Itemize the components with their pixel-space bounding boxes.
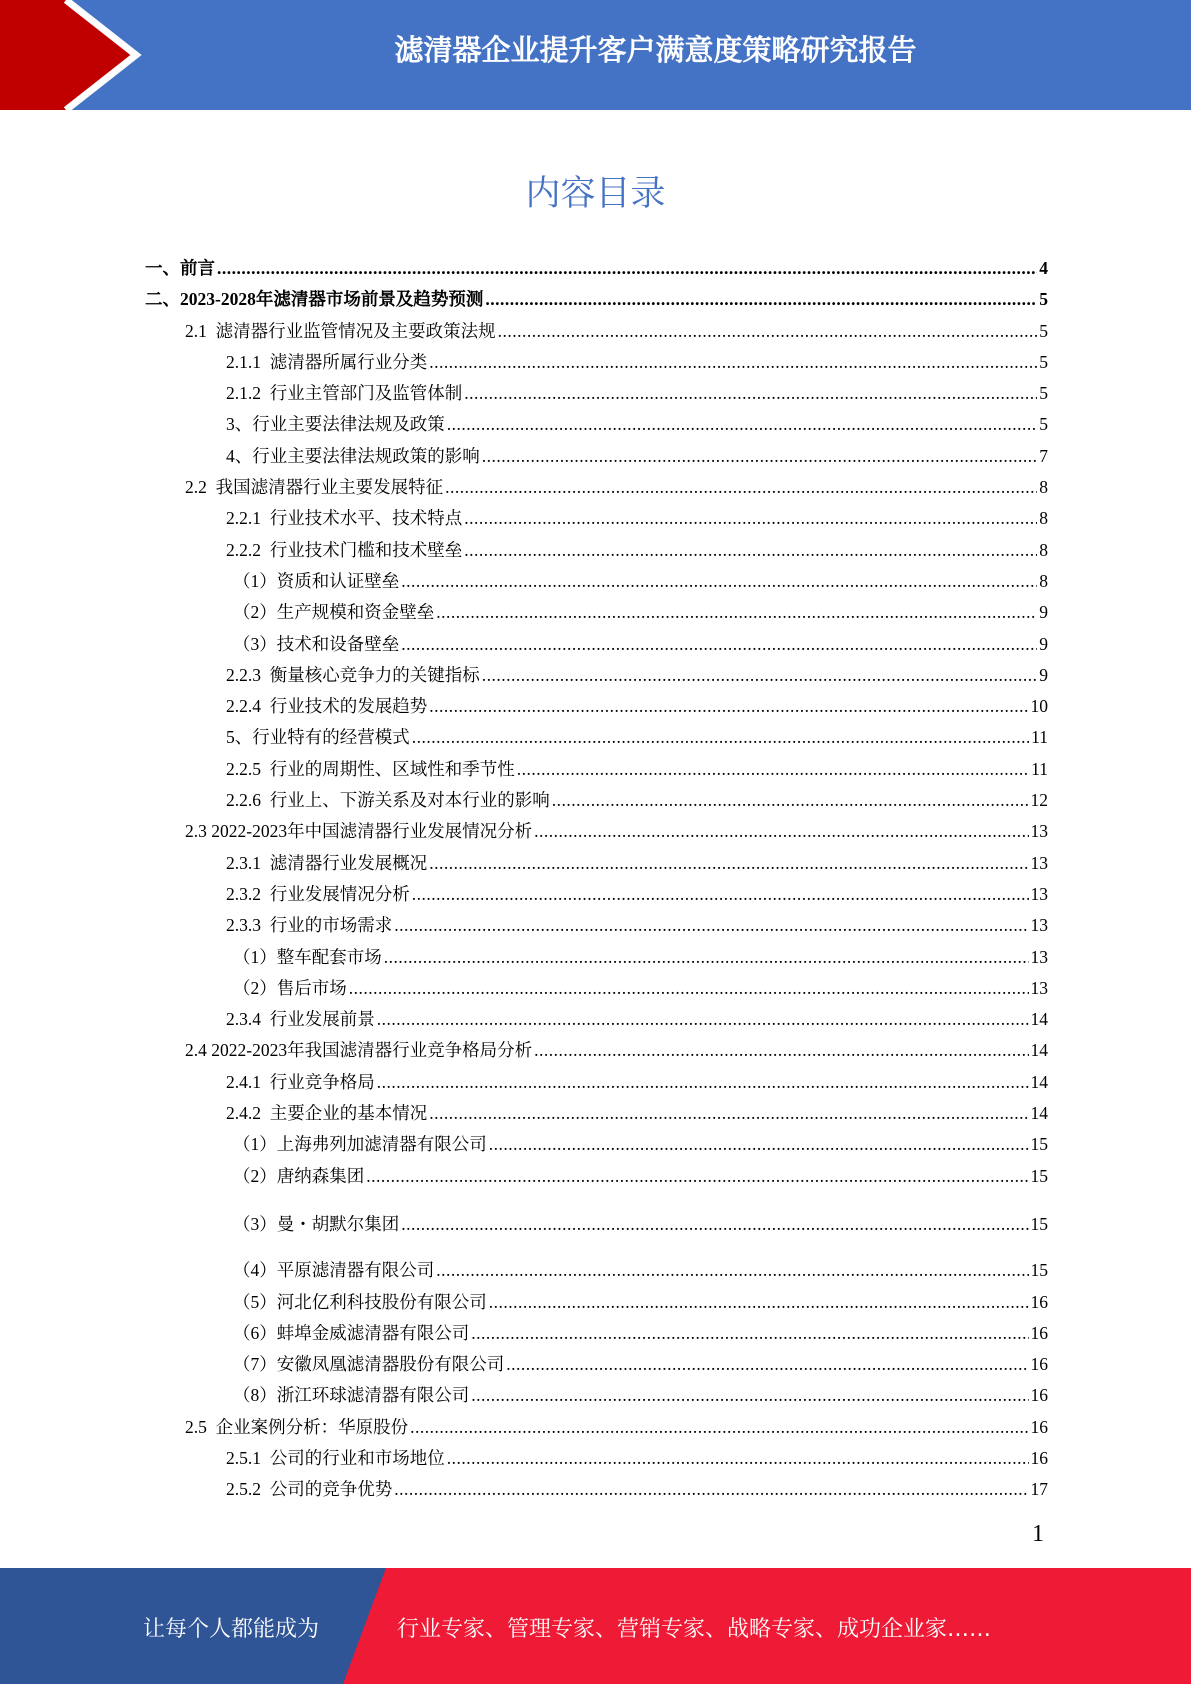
toc-entry[interactable] <box>145 1255 1048 1286</box>
dot-leader <box>429 691 1028 722</box>
toc-entry-label: 3、行业主要法律法规及政策 <box>226 414 445 435</box>
toc-entry[interactable] <box>145 1349 1048 1380</box>
toc-entry-label: 2.4 2022-2023年我国滤清器行业竞争格局分析 <box>185 1040 533 1061</box>
footer-slogan-left: 让每个人都能成为 <box>143 1617 320 1642</box>
toc-entry-page: 17 <box>1030 1479 1048 1500</box>
toc-entry-page: 8 <box>1039 477 1048 498</box>
toc-entry-label: 5、行业特有的经营模式 <box>226 727 410 748</box>
toc-entry-label: 2.5.1 公司的行业和市场地位 <box>226 1447 445 1468</box>
toc-entry[interactable] <box>145 1129 1048 1160</box>
footer-slogan-right: 行业专家、管理专家、营销专家、战略专家、成功企业家…… <box>397 1617 992 1642</box>
toc-entry[interactable] <box>145 472 1048 503</box>
toc-entry-label: （1）整车配套市场 <box>233 946 382 967</box>
dot-leader <box>217 253 1037 284</box>
toc-entry[interactable] <box>145 942 1048 973</box>
toc-entry-label: 2.4.2 主要企业的基本情况 <box>226 1103 428 1124</box>
toc-entry-page: 12 <box>1030 790 1048 811</box>
dot-leader <box>464 535 1037 566</box>
toc-entry-page: 16 <box>1030 1447 1048 1468</box>
toc-entry-label: 4、行业主要法律法规政策的影响 <box>226 445 480 466</box>
dot-leader <box>498 316 1038 347</box>
dot-leader <box>534 816 1028 847</box>
dot-leader <box>489 1129 1029 1160</box>
toc-entry[interactable] <box>145 816 1048 847</box>
toc-entry-page: 15 <box>1030 1260 1048 1281</box>
dot-leader <box>464 503 1037 534</box>
toc-entry[interactable] <box>145 1035 1048 1066</box>
dot-leader <box>485 284 1037 315</box>
dot-leader <box>401 566 1037 597</box>
toc-entry-label: 2.1.1 滤清器所属行业分类 <box>226 351 428 372</box>
toc-entry[interactable] <box>145 691 1048 722</box>
toc-entry-page: 16 <box>1030 1385 1048 1406</box>
page-footer <box>0 1568 1191 1684</box>
page-header <box>0 0 1191 110</box>
toc-entry-label: 2.5 企业案例分析：华原股份 <box>185 1416 409 1437</box>
toc-entry-label: （5）河北亿利科技股份有限公司 <box>233 1291 487 1312</box>
toc-entry-label: 2.4.1 行业竞争格局 <box>226 1071 375 1092</box>
toc-entry[interactable] <box>145 1161 1048 1192</box>
toc-entry-label: （2）唐纳森集团 <box>233 1165 365 1186</box>
toc-entry-label: （2）生产规模和资金壁垒 <box>233 602 435 623</box>
dot-leader <box>482 441 1038 472</box>
toc-entry-label: （3）曼・胡默尔集团 <box>233 1213 400 1234</box>
toc-entry-label: 2.1 滤清器行业监管情况及主要政策法规 <box>185 320 496 341</box>
toc-entry[interactable] <box>145 1443 1048 1474</box>
toc-entry-page: 7 <box>1039 445 1048 466</box>
toc-entry-label: 2.2.6 行业上、下游关系及对本行业的影响 <box>226 790 550 811</box>
toc-entry[interactable] <box>145 1067 1048 1098</box>
dot-leader <box>471 1380 1028 1411</box>
toc-entry-page: 16 <box>1030 1416 1048 1437</box>
toc-entry-page: 14 <box>1030 1103 1048 1124</box>
toc-entry-page: 15 <box>1030 1134 1048 1155</box>
toc-entry-label: 2.2.3 衡量核心竞争力的关键指标 <box>226 664 480 685</box>
toc-entry-label: （7）安徽凤凰滤清器股份有限公司 <box>233 1354 505 1375</box>
toc-entry[interactable] <box>145 253 1048 284</box>
toc-entry-page: 13 <box>1030 977 1048 998</box>
dot-leader <box>517 754 1029 785</box>
dot-leader <box>464 378 1037 409</box>
toc-entry[interactable] <box>145 441 1048 472</box>
toc-entry-page: 5 <box>1039 351 1048 372</box>
page-number: 1 <box>1032 1521 1044 1547</box>
toc-entry-label: 2.2.4 行业技术的发展趋势 <box>226 696 428 717</box>
toc-entry-label: 2.2 我国滤清器行业主要发展特征 <box>185 477 444 498</box>
dot-leader <box>377 1067 1029 1098</box>
dot-leader <box>447 409 1038 440</box>
toc-entry-page: 5 <box>1039 414 1048 435</box>
toc-entry-page: 5 <box>1039 383 1048 404</box>
toc-entry-page: 16 <box>1030 1291 1048 1312</box>
toc-entry-page: 15 <box>1030 1213 1048 1234</box>
toc-entry-page: 13 <box>1030 821 1048 842</box>
toc-entry-label: 二、2023-2028年滤清器市场前景及趋势预测 <box>145 289 484 310</box>
toc-entry[interactable] <box>145 722 1048 753</box>
toc-entry[interactable] <box>145 785 1048 816</box>
toc-entry-label: （3）技术和设备壁垒 <box>233 633 400 654</box>
toc-entry[interactable] <box>145 973 1048 1004</box>
dot-leader <box>410 1412 1028 1443</box>
dot-leader <box>489 1287 1029 1318</box>
toc-entry-page: 9 <box>1039 633 1048 654</box>
toc-entry-page: 5 <box>1039 289 1048 310</box>
toc-entry[interactable] <box>145 503 1048 534</box>
dot-leader <box>377 1004 1029 1035</box>
toc-entry-page: 8 <box>1039 539 1048 560</box>
dot-leader <box>394 910 1028 941</box>
toc-entry-page: 5 <box>1039 320 1048 341</box>
dot-leader <box>506 1349 1028 1380</box>
toc-entry[interactable] <box>145 1474 1048 1505</box>
toc-entry[interactable] <box>145 284 1048 315</box>
toc-entry[interactable] <box>145 347 1048 378</box>
toc-entry-label: 2.3.4 行业发展前景 <box>226 1009 375 1030</box>
toc-entry-page: 13 <box>1030 852 1048 873</box>
toc-entry-page: 8 <box>1039 570 1048 591</box>
toc-entry-page: 16 <box>1030 1354 1048 1375</box>
dot-leader <box>534 1035 1028 1066</box>
toc-entry-page: 14 <box>1030 1009 1048 1030</box>
toc-entry-page: 15 <box>1030 1165 1048 1186</box>
toc-entry[interactable] <box>145 629 1048 660</box>
toc-entry-label: 2.3.1 滤清器行业发展概况 <box>226 852 428 873</box>
toc-entry[interactable] <box>145 597 1048 628</box>
toc-entry-label: 2.2.5 行业的周期性、区域性和季节性 <box>226 758 515 779</box>
toc-entry[interactable] <box>145 378 1048 409</box>
toc-entry[interactable] <box>145 1318 1048 1349</box>
dot-leader <box>412 879 1029 910</box>
dot-leader <box>436 597 1037 628</box>
toc-entry-label: （1）上海弗列加滤清器有限公司 <box>233 1134 487 1155</box>
toc-entry-label: 2.3.2 行业发展情况分析 <box>226 883 410 904</box>
toc-entry-page: 11 <box>1031 727 1048 748</box>
dot-leader <box>366 1161 1028 1192</box>
toc-entry[interactable] <box>145 1380 1048 1411</box>
dot-leader <box>436 1255 1028 1286</box>
dot-leader <box>429 1098 1028 1129</box>
toc-entry[interactable] <box>145 910 1048 941</box>
dot-leader <box>445 472 1037 503</box>
toc-entry[interactable] <box>145 566 1048 597</box>
toc-entry[interactable] <box>145 1287 1048 1318</box>
toc-entry[interactable] <box>145 1412 1048 1443</box>
toc-heading: 内容目录 <box>525 174 666 214</box>
toc-entry-label: 一、前言 <box>145 258 215 278</box>
toc-entry[interactable] <box>145 316 1048 347</box>
dot-leader <box>401 629 1037 660</box>
toc-entry[interactable] <box>145 848 1048 879</box>
toc-entry[interactable] <box>145 409 1048 440</box>
toc-entry-page: 14 <box>1030 1071 1048 1092</box>
toc-entry-label: （2）售后市场 <box>233 977 347 998</box>
dot-leader <box>429 347 1037 378</box>
toc-entry-page: 9 <box>1039 602 1048 623</box>
toc-entry-label: 2.2.2 行业技术门槛和技术壁垒 <box>226 539 463 560</box>
table-of-contents <box>145 253 1048 1506</box>
dot-leader <box>552 785 1029 816</box>
dot-leader <box>429 848 1028 879</box>
report-title: 滤清器企业提升客户满意度策略研究报告 <box>394 33 917 67</box>
toc-entry-label: 2.3.3 行业的市场需求 <box>226 915 393 936</box>
toc-entry[interactable] <box>145 660 1048 691</box>
toc-entry[interactable] <box>145 1209 1048 1240</box>
dot-leader <box>349 973 1029 1004</box>
dot-leader <box>384 942 1029 973</box>
toc-entry-label: （1）资质和认证壁垒 <box>233 570 400 591</box>
toc-entry-page: 9 <box>1039 664 1048 685</box>
toc-entry-label: （6）蚌埠金威滤清器有限公司 <box>233 1322 470 1343</box>
toc-entry[interactable] <box>145 879 1048 910</box>
toc-entry-page: 13 <box>1030 946 1048 967</box>
toc-entry-page: 13 <box>1030 883 1048 904</box>
toc-entry-page: 4 <box>1039 258 1048 278</box>
toc-entry-label: 2.3 2022-2023年中国滤清器行业发展情况分析 <box>185 821 533 842</box>
toc-entry-page: 14 <box>1030 1040 1048 1061</box>
toc-entry-page: 13 <box>1030 915 1048 936</box>
dot-leader <box>412 722 1029 753</box>
toc-entry[interactable] <box>145 535 1048 566</box>
dot-leader <box>482 660 1038 691</box>
toc-entry-label: 2.1.2 行业主管部门及监管体制 <box>226 383 463 404</box>
dot-leader <box>394 1474 1028 1505</box>
toc-entry-page: 16 <box>1030 1322 1048 1343</box>
toc-entry-page: 8 <box>1039 508 1048 529</box>
dot-leader <box>401 1209 1028 1240</box>
toc-entry[interactable] <box>145 1004 1048 1035</box>
dot-leader <box>447 1443 1029 1474</box>
toc-entry[interactable] <box>145 754 1048 785</box>
toc-entry-page: 11 <box>1031 758 1048 779</box>
toc-entry-label: （4）平原滤清器有限公司 <box>233 1260 435 1281</box>
toc-entry-label: 2.2.1 行业技术水平、技术特点 <box>226 508 463 529</box>
toc-entry-page: 10 <box>1030 696 1048 717</box>
dot-leader <box>471 1318 1028 1349</box>
toc-entry-label: （8）浙江环球滤清器有限公司 <box>233 1385 470 1406</box>
toc-entry-label: 2.5.2 公司的竞争优势 <box>226 1479 393 1500</box>
toc-entry[interactable] <box>145 1098 1048 1129</box>
